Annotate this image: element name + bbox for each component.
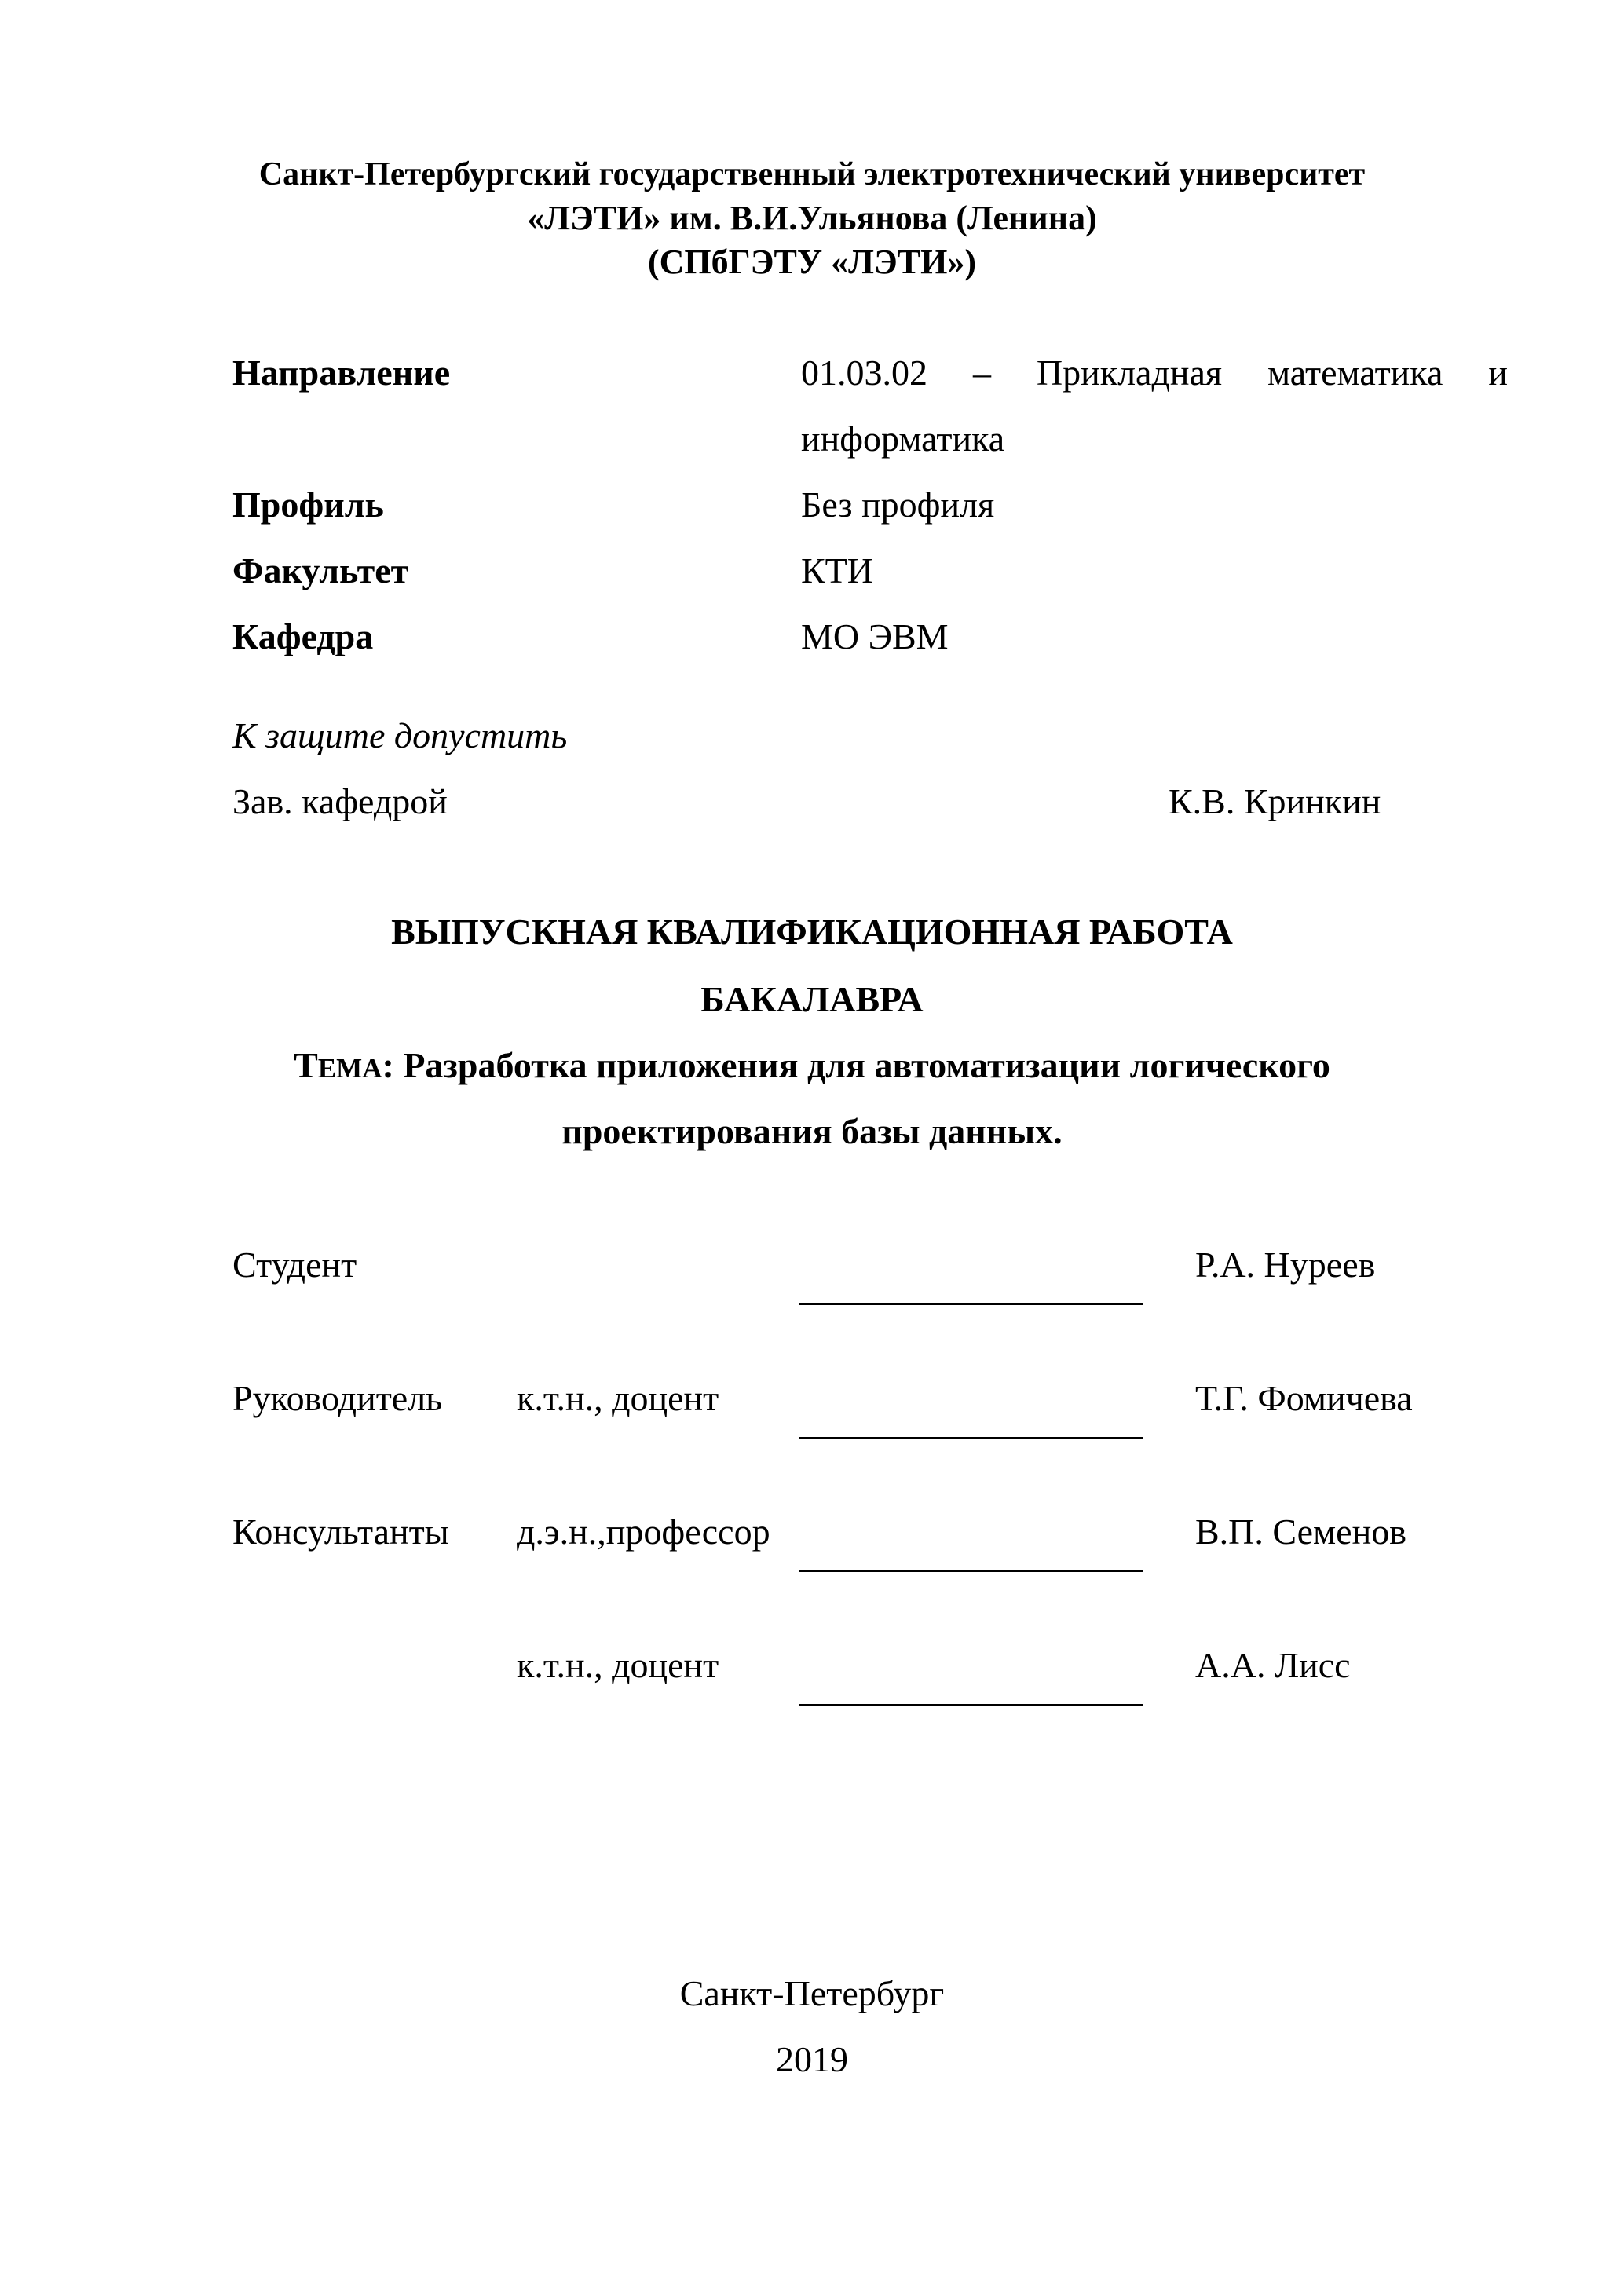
work-title-line1: ВЫПУСКНАЯ КВАЛИФИКАЦИОННАЯ РАБОТА	[391, 912, 1233, 952]
profile-label: Профиль	[232, 484, 384, 525]
direction-value-line2: информатика	[801, 419, 1005, 459]
theme-text-line1: Разработка приложения для автоматизации логического	[403, 1045, 1330, 1085]
theme-text-line2: проектирования базы данных.	[561, 1111, 1063, 1151]
supervisor-label: Руководитель	[232, 1378, 443, 1418]
profile-value: Без профиля	[801, 484, 995, 525]
faculty-value: КТИ	[801, 550, 873, 590]
department-value: МО ЭВМ	[801, 616, 949, 656]
consultant2-signature-line	[799, 1704, 1143, 1706]
supervisor-degree: к.т.н., доцент	[517, 1378, 719, 1418]
direction-word: и	[1488, 353, 1508, 393]
direction-word: математика	[1267, 353, 1443, 393]
head-of-department-name: К.В. Кринкин	[1169, 781, 1381, 821]
consultant2-name: А.А. Лисс	[1195, 1645, 1351, 1685]
direction-label: Направление	[232, 353, 451, 393]
direction-value-line1	[801, 352, 1508, 393]
student-signature-line	[799, 1303, 1143, 1305]
faculty-label: Факультет	[232, 550, 409, 590]
consultant1-name: В.П. Семенов	[1195, 1512, 1406, 1552]
university-name-line2: «ЛЭТИ» им. В.И.Ульянова (Ленина)	[527, 199, 1097, 237]
admit-to-defense: К защите допустить	[232, 715, 568, 755]
department-label: Кафедра	[232, 616, 374, 656]
university-abbreviation: (СПбГЭТУ «ЛЭТИ»)	[648, 243, 976, 281]
head-of-department-label: Зав. кафедрой	[232, 781, 448, 821]
consultant1-signature-line	[799, 1570, 1143, 1572]
direction-word: Прикладная	[1036, 353, 1223, 393]
consultants-label: Консультанты	[232, 1512, 449, 1552]
theme-label: ТЕМА:	[294, 1045, 394, 1085]
supervisor-signature-line	[799, 1437, 1143, 1439]
consultant1-degree: д.э.н.,профессор	[517, 1512, 770, 1552]
supervisor-name: Т.Г. Фомичева	[1195, 1378, 1413, 1418]
direction-word: –	[972, 353, 991, 393]
theme-line1	[0, 1044, 1624, 1086]
consultant2-degree: к.т.н., доцент	[517, 1645, 719, 1685]
direction-word: 01.03.02	[801, 353, 927, 393]
student-label: Студент	[232, 1245, 357, 1285]
work-title-line2: БАКАЛАВРА	[700, 979, 924, 1019]
university-name-line1: Санкт-Петербургский государственный электротехнический университет	[258, 156, 1366, 192]
year: 2019	[776, 2039, 848, 2079]
city: Санкт-Петербург	[679, 1973, 945, 2013]
student-name: Р.А. Нуреев	[1195, 1245, 1376, 1285]
